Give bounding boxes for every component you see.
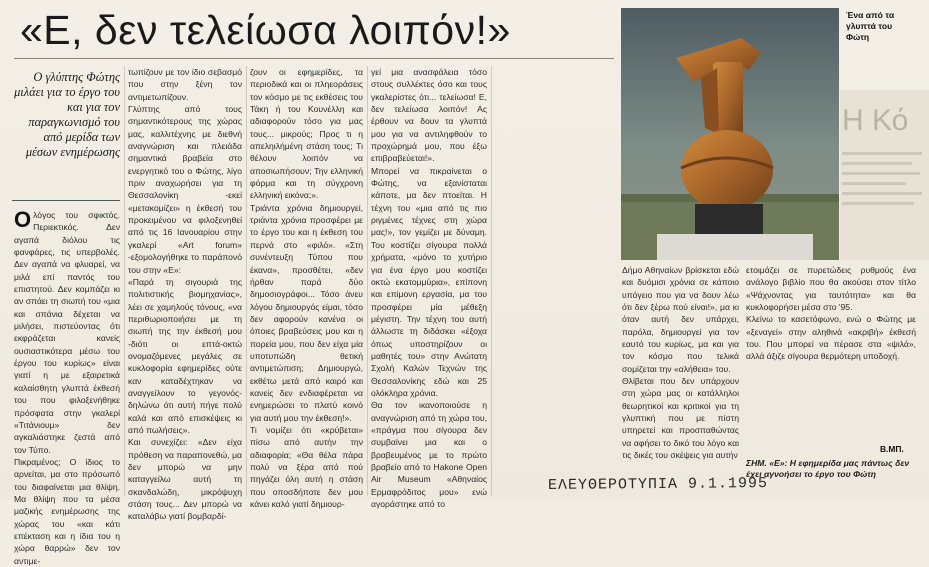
- deck-rule: [12, 200, 120, 201]
- column-divider: [491, 66, 492, 496]
- column-4: γεί μια ανασφάλεια τόσο στους συλλέκτες όσο και τους γκαλερίστες ότι... τελείωσα! Ε, δεν τελείωσα λοιπόν! Ας έρθουν να δουν τα γλυπτά μου για να αντιληφθούν το προχώρημά μου, που έξω επιβραβεύεται!». Μπορεί να πικραίνεται ο Φώτης, να εξανίσταται κάποτε, μα δεν πτοείται. Η τέχνη του «μια από τις πιο ριγμένες τέχνες στη χώρα μας!», τον γεμίζει με δύναμη. Του κοστίζει σίγουρα πολλά χρήματα, «μόνο το χυτήριο για ένα έργο μου κοστίζει οκτώ εκατομμύρια», επίπονη και επίμονη εργασία, μα του προσφέρει μία μέθεξη μέγιστη. Την τέχνη του αυτή άλλωστε τη διδάσκει «έξοχα όπως υποστηρίζουν οι μαθητές του» στην Ανώτατη Σχολή Καλών Τεχνών της Θεσσαλονίκης εδώ και 25 ολόκληρα χρόνια. Θα τον ικανοποιούσε η αναγνώριση από τη χώρα του, «πράγμα που σίγουρα δεν συμβαίνει μια και ο βραβευμένος με το πρώτο βραβείο από το Hakone Open Air Museum «Αθηναίος Ερμαφρόδιτος μου» ενώ αγοράστηκε από το: [371, 67, 487, 510]
- column-divider: [124, 66, 125, 496]
- column-5: Δήμο Αθηναίων βρίσκεται εδώ και δυόμισι χρόνια σε κάποιο υπόγειο που για να δουν λέω ότι δεν ξέρω πού είναι!», μα κι όταν αυτή δεν υπάρχει, παρόλα, δημιουργεί για τον εαυτό του κυρίως, μα και για τον κόσμο που τελικά σομίζεται την «αλήθεια» του. Θλίβεται που δεν υπάρχουν στη χώρα μας οι κατάλληλοι θεωρητικοί και κριτικοί για τη γλυπτική που με πίστη υπηρετεί και προσπαθώντας να αφήσει το δικό του λόγο και τις δικές του σκέψεις για αυτήν: [622, 265, 739, 461]
- column-6: ετοιμάζει σε πυρετώδεις ρυθμούς ένα ανάλογο βιβλίο που θα ακούσει στον τίτλο «Ψάχνοντας για ταυτότητα» και θα κυκλοφορήσει μέσα στο '95. Κλείνω το κασετόφωνο, ενώ ο Φώτης με «ξεναγεί» στην αληθινά «ακριβή» έκθεσή του. Που μπορεί να πέρασε στα «ψιλά», αλλά άξιζε σίγουρα θερμότερη υποδοχή.: [746, 265, 916, 362]
- photo-caption: [846, 10, 920, 43]
- sculpture-photo: [621, 8, 839, 260]
- drop-cap: Ο: [14, 207, 32, 232]
- adjacent-clipping-strip: [840, 90, 929, 260]
- headline: «Ε, δεν τελείωσα λοιπόν!»: [20, 7, 511, 53]
- deck: Ο γλύπτης Φώτης μιλάει για το έργο του και για τον παραγκωνισμό του από μερίδα των μέσων ενημέρωσης: [14, 70, 120, 159]
- column-1-text: λόγος του σφικτός. Περιεκτικός. Δεν αγαπά διόλου τις φανφάρες, τις υπερβολές. Δεν αγαπά να φλυαρεί, να μιλά επί παντός του επιστητού. Δεν κομπάζει κι αν σπάει τη σιωπή του «μια και σπάνια δέχεται να μιλήσει, πιστεύοντας ότι εκφράζεται κανείς ουσιαστικότερα μέσω του έργου του κυρίως» είναι γιατί η με εξαιρετικά καλαίσθητη γλυπτά έκθεσή του που φιλοξενήθηκε πρόσφατα στην γκαλερί «Τιτάνιουμ» δεν αγκαλιάστηκε ζεστά από τον Τύπο. Πικραμένος; Ο ίδιος το αρνείται, μα στο πρόσωπό του διαφαίνεται μια θλίψη. Μα θλίψη που τα μέσα μαζικής ενημέρωσης της χώρας του «και κάτι επέκταση και η ίδια του η χώρα θαρρώ» δεν τον αντιμε-: [14, 210, 120, 566]
- svg-text:Η Κό: Η Κό: [842, 104, 909, 137]
- headline-rule: [14, 58, 614, 59]
- caption-line: γλυπτά του: [846, 21, 893, 31]
- caption-line: Ένα από τα: [846, 10, 895, 20]
- column-divider: [367, 66, 368, 496]
- column-1: [14, 207, 120, 566]
- column-2: τωπίζουν με τον ίδιο σεβασμό που στην ξένη τον αντιμετωπίζουν. Γλύπτης από τους σημαντικότερους της χώρας μας, καλλιτέχνης με διεθνή αναγνώριση και πλειάδα σημαντικά βραβεία στο ενεργητικό του ο Φώτης, λίγο πριν αναχωρήσει για τη Θεσσαλονίκη -εκεί «μετακομίζει» η έκθεσή του προκειμένου να φιλοξενηθεί από τις 16 Ιανουαρίου στην γκαλερί «Art forum» -εξομολογήθηκε το παράπονό του στην «Ε»: «Παρά τη σιγουριά της πολιτιστικής βιομηχανίας», λέει σε χαμηλούς τόνους, «να περιθωριοποιήσει με τη σιωπή της την έκθεσή μου -διότι οι επτά-οκτώ ονομαζόμενες μεγάλες σε κυκλοφορία εφημερίδες ούτε καν καταδέχτηκαν να αναγγείλουν το γεγονός- δηλώνω ότι αυτή πήγε πολύ καλά και από επισκέψεις κι από πωλήσεις». Και συνεχίζει: «Δεν είχα πρόθεση να παραπονεθώ, μα δεν μπορώ να μην καταγγείλω αυτή τη σκανδαλώδη, μικρόψυχη στάση τους... Δεν μπορώ να καταλάβω γιατί βομβαρδί-: [128, 67, 242, 522]
- author-signature: Β.ΜΠ.: [880, 444, 904, 454]
- column-divider: [246, 66, 247, 496]
- source-date-stamp: ΕΛΕΥΘΕΡΟΤΥΠΙΑ 9.1.1995: [547, 475, 769, 494]
- editor-note: ΣΗΜ. «Ε»: Η εφημερίδα μας πάντως δεν έχει αγνοήσει το έργο του Φώτη: [746, 458, 910, 479]
- caption-line: Φώτη: [846, 32, 870, 42]
- column-3: ζουν οι εφημερίδες, τα περιοδικά και οι πληεοράσεις τον κόσμο με τις εκθέσεις του Τάκη ή του Κουνέλλη και αδιαφορούν τόσο για μας τους... μικρούς; Προς τι η απεληιλήμένη στάση τους; Τι θέλουν λοιπόν να αποσιωπήσουν; Την ελληνική φόρμα και τη σύγχρονη ελληνική εικόνα;». Τριάντα χρόνια δημιουργεί, τριάντα χρόνια προσφέρει με το έργο του και η έκθεση του περνά στο «φιλό». «Στη συνέντευξη Τύπου που έκανα», προσθέτει, «δεν ήρθαν παρά δύο δημοσιογράφοι... Τόσο άνευ λόγου δημιουργός είμαι, τόσο δεν αφορούν κανένα οι όποιες βραβεύσεις μου και η πορεία μου, που δεν είχα μία υποτυπώδη θετική αντιμετώπιση; Δημιουργώ, εκθέτω μετά από καιρό και κανείς δεν ενδιαφέρεται να ενημερώσει το πλατύ κοινό για αυτή μου την έκθεση!». Τι νομίζει ότι «κρύβεται» πίσω από αυτήν την αδιαφορία; «Θα θέλα πάρα πολύ να ξέρα από πού πηγάζει όλη αυτή η στάση που οποσδήποτε δεν μου κάνει καλό γιατί δημιουρ-: [250, 67, 363, 510]
